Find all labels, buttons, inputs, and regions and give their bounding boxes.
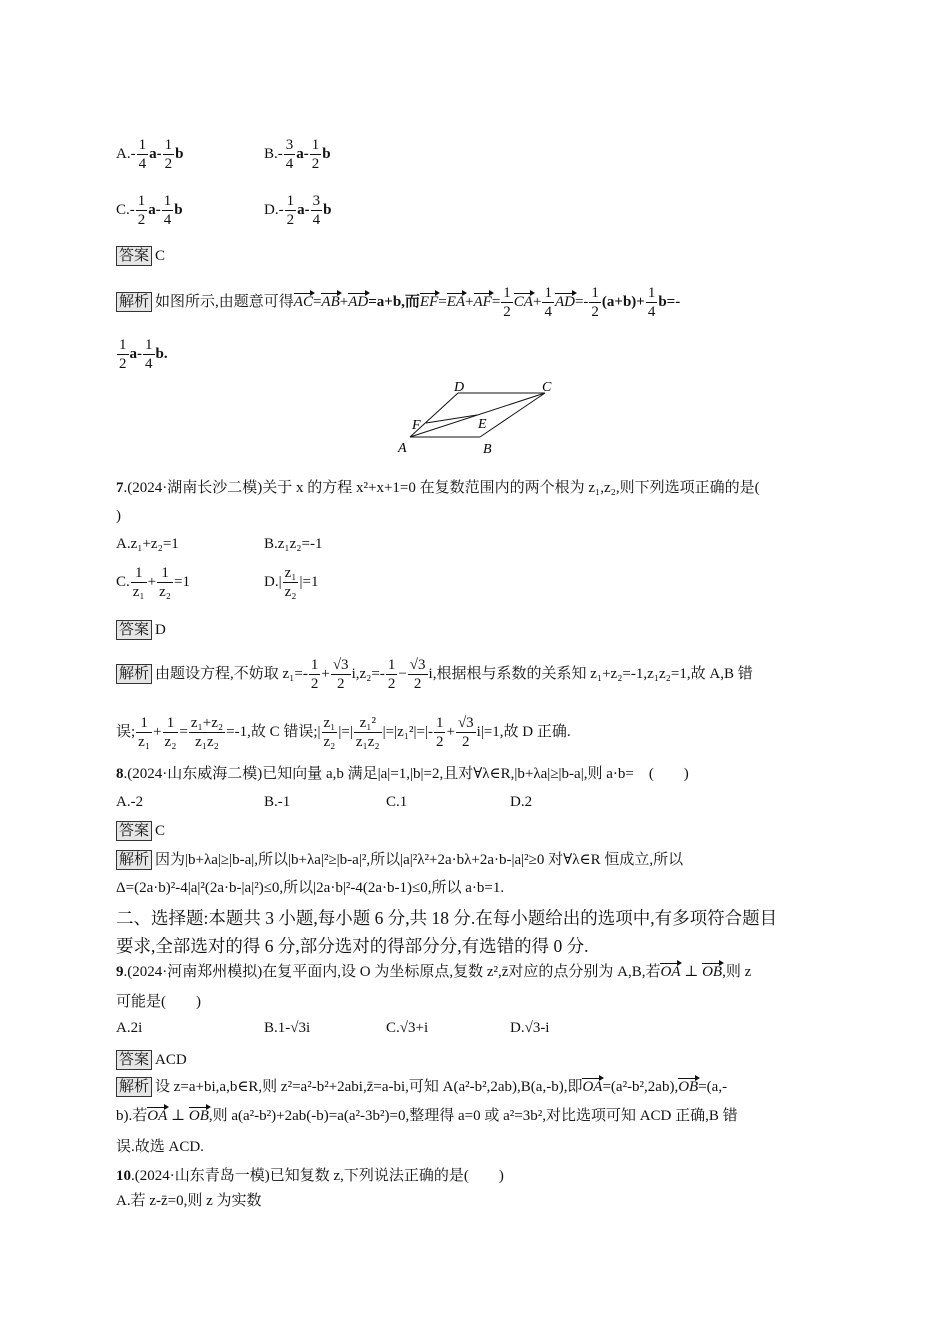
q8-option-a: A.-2 [116,794,144,810]
label-d: D [454,380,465,395]
analysis-tag: 解析 [116,664,152,684]
q6-c-prefix: C.- [116,201,135,218]
analysis-text: 如图所示,由题意可得 [155,293,294,310]
frac-den: 2 [435,734,444,750]
frac-num: 1 [435,715,444,731]
q6-c-end: b [174,201,183,218]
frac-num: 1 [163,714,179,733]
frac-num: 1 [119,337,127,353]
symbol: = [438,293,447,310]
vector-af: AF [473,293,492,310]
question-text: .(2024·山东威海二模)已知向量 a,b 满足|a|=1,|b|=2,且对∀λ∈R,|b+λa|≥|b-a|,则 a·b= ( ) [123,766,689,782]
q8-answer-line [116,821,165,841]
q6-d-mid: a- [297,201,310,218]
fraction [157,564,173,601]
analysis-text: ,则 a(a²-b²)+2ab(-b)=a(a²-3b²)=0,整理得 a=0 或 a²=3b²,对比选项可知 ACD 正确,B 错 [208,1108,738,1124]
answer-tag: 答案 [116,246,152,266]
q6-b-mid: a- [296,145,309,162]
vector-ea: EA [446,293,466,310]
fraction [283,564,299,601]
frac-den: 4 [145,356,153,372]
frac-num: 1 [591,285,599,301]
frac-num: 1 [164,137,173,153]
fraction [386,656,398,693]
fraction [646,284,658,321]
fraction [310,136,322,173]
frac-num: z₁² [354,714,382,733]
frac-num: 1 [387,657,396,673]
answer-tag: 答案 [116,821,152,841]
vector-ca: CA [513,293,533,310]
frac-num: 1 [163,193,172,209]
question-number: 9 [116,964,124,980]
vector-ac: AC [293,293,313,310]
question-text: .(2024·湖南长沙二模)关于 x 的方程 x²+x+1=0 在复数范围内的两个根为 z₁,z₂,则下列选项正确的是( [123,480,760,496]
frac-den: 4 [312,212,321,228]
symbol: ⊥ [167,1108,189,1124]
section-heading-line1: 二、选择题:本题共 3 小题,每小题 6 分,共 18 分.在每小题给出的选项中,有多项符合题目 [116,908,778,928]
q7-answer-line [116,620,166,640]
analysis-text: 设 z=a+bi,a,b∈R,则 z²=a²-b²+2abi,z̄=a-bi,可知 A(a²-b²,2ab),B(a,-b),即 [155,1079,583,1095]
frac-den: z₁ [132,584,145,600]
q7-option-a: A.z₁+z₂=1 [116,536,179,552]
option-text: |=1 [299,573,319,590]
analysis-text: b. [155,345,168,362]
frac-num: z₁ [284,565,297,581]
q6-c-mid: a- [148,201,161,218]
analysis-tag: 解析 [116,850,152,870]
symbol: ⊥ [680,964,703,980]
fraction [501,284,513,321]
fraction [136,192,148,229]
q8-answer: C [155,823,166,839]
frac-num: 3 [285,137,294,153]
analysis-text: 因为|b+λa|≥|b-a|,所以|b+λa|²≥|b-a|²,所以|a|²λ²+2a·bλ+2a·b-|a|²≥0 对∀λ∈R 恒成立,所以 [155,852,684,868]
frac-den: 4 [544,304,552,320]
analysis-text: i,根据根与系数的关系知 z₁+z₂=-1,z₁z₂=1,故 A,B 错 [428,665,753,682]
q6-b-prefix: B.- [264,145,283,162]
frac-num: z₁+z₂ [190,715,224,731]
analysis-text: b).若 [116,1108,148,1124]
symbol: + [532,293,542,310]
q8-option-c: C.1 [386,794,408,810]
analysis-text: (a+b)+ [601,293,645,310]
frac-den: 2 [336,676,345,692]
q6-d-prefix: D.- [264,201,284,218]
analysis-text: |=| [338,723,353,740]
option-prefix: D.| [264,573,282,590]
q6-a-mid: a- [149,145,162,162]
frac-den: z₁z₂ [355,734,380,750]
q10-stem [116,1166,504,1186]
frac-den: 2 [137,212,146,228]
q8-analysis-line2: Δ=(2a·b)²-4|a|²(2a·b-|a|²)≤0,所以|2a·b|²-4(2a·b-1)≤0,所以 a·b=1. [116,880,505,896]
question-text: ) [116,508,121,524]
symbol: = [312,293,322,310]
vector-ef: EF [419,293,439,310]
q9-option-c: C.√3+i [386,1020,429,1036]
frac-num: √3 [332,657,349,673]
q8-option-d: D.2 [510,794,533,810]
option-text: =1 [174,573,190,590]
frac-num: 1 [503,285,511,301]
q9-analysis-line3: 误.故选 ACD. [116,1139,204,1155]
frac-num: 1 [310,657,319,673]
frac-den: 4 [647,304,656,320]
frac-num: 1 [157,564,173,583]
frac-den: 2 [286,212,295,228]
vector-ad: AD [348,293,369,310]
analysis-text: |=|z₁²|=|- [382,723,433,740]
fraction [117,336,129,373]
analysis-tag: 解析 [116,1077,152,1097]
frac-num: 1 [136,714,152,733]
fraction [456,714,476,751]
analysis-text: =a+b,而 [368,293,420,310]
symbol: + [147,573,157,590]
analysis-text: 误; [116,723,136,740]
frac-num: 1 [311,137,320,153]
fraction [322,714,338,751]
label-f: F [412,418,421,433]
symbol: =- [574,293,589,310]
label-c: C [542,380,552,395]
q9-option-d: D.√3-i [510,1020,550,1036]
vector-ob: OB [188,1108,209,1124]
symbol: = [491,293,501,310]
q9-answer: ACD [155,1052,187,1068]
symbol: + [446,723,455,740]
frac-num: 1 [137,193,146,209]
fraction [354,714,382,751]
frac-den: z₂ [284,584,297,600]
question-number: 7 [116,480,124,496]
label-a: A [398,441,407,456]
frac-den: z₂ [323,734,336,750]
symbol: + [465,293,474,310]
analysis-tag: 解析 [116,292,152,312]
fraction [189,714,225,751]
vector-oa: OA [147,1108,168,1124]
fraction [311,192,323,229]
frac-num: √3 [457,715,474,731]
section-heading-line2: 要求,全部选对的得 6 分,部分选对的得部分分,有选错的得 0 分. [116,936,589,956]
fraction [284,136,296,173]
frac-num: 1 [145,337,153,353]
answer-tag: 答案 [116,1050,152,1070]
q7-option-b: B.z₁z₂=-1 [264,536,323,552]
q8-stem [116,764,689,784]
q6-analysis-line1 [116,284,680,321]
q6-answer: C [155,248,166,264]
question-text: .(2024·河南郑州模拟)在复平面内,设 O 为坐标原点,复数 z²,z̄对应的点分别为 A,B,若 [123,964,661,980]
vector-ob: OB [702,964,723,980]
q7-analysis-line1 [116,656,753,693]
q6-d-end: b [323,201,332,218]
q6-analysis-line2 [116,336,168,373]
frac-den: 2 [311,156,320,172]
frac-den: z₁ [138,734,151,750]
analysis-text: 由题设方程,不妨取 z₁=- [155,665,308,682]
q9-option-b: B.1-√3i [264,1020,311,1036]
q10-option-a: A.若 z-z̄=0,则 z 为实数 [116,1193,262,1209]
label-e: E [478,417,487,432]
question-number: 8 [116,766,124,782]
analysis-text: b=- [658,293,681,310]
frac-den: 2 [310,676,319,692]
question-text: .(2024·山东青岛一模)已知复数 z,下列说法正确的是( ) [131,1168,504,1184]
q9-stem-line2: 可能是( ) [116,994,201,1010]
analysis-text: a- [129,345,142,362]
q9-stem [116,962,751,982]
analysis-text: =-1,故 C 错误;| [226,723,321,740]
question-number: 10 [116,1168,131,1184]
q6-b-end: b [322,145,331,162]
q6-option-b [264,136,331,173]
fraction [136,714,152,751]
answer-tag: 答案 [116,620,152,640]
q6-option-a [116,136,183,173]
frac-num: z₁ [323,715,336,731]
vector-ab: AB [321,293,340,310]
symbol: + [339,293,349,310]
symbol: − [398,665,407,682]
frac-den: 2 [591,304,599,320]
q6-option-c [116,192,183,229]
frac-den: z₂ [164,734,177,750]
q7-analysis-line2 [116,714,571,751]
fraction [589,284,601,321]
edge-bc [480,393,545,437]
frac-num: √3 [409,657,426,673]
q7-option-c [116,564,190,601]
frac-den: 2 [413,676,422,692]
q9-option-a: A.2i [116,1020,143,1036]
fraction [131,564,147,601]
q7-stem [116,478,760,498]
frac-den: z₁z₂ [195,734,219,750]
vector-oa: OA [582,1079,603,1095]
analysis-text: =(a,- [698,1079,728,1095]
analysis-text: =(a²-b²,2ab), [602,1079,679,1095]
q8-option-b: B.-1 [264,794,291,810]
segment-ef [426,415,477,423]
fraction [542,284,554,321]
frac-den: 2 [503,304,511,320]
q9-analysis-line1 [116,1077,727,1097]
q7-stem-close [116,506,121,526]
analysis-text: i,z₂=- [351,665,385,682]
frac-den: 2 [119,356,127,372]
symbol: + [153,723,162,740]
fraction [408,656,428,693]
symbol: + [321,665,330,682]
fraction [163,136,175,173]
frac-den: z₂ [159,584,172,600]
fraction [331,656,351,693]
frac-den: 2 [387,676,396,692]
option-prefix: C. [116,573,130,590]
q8-analysis-line1 [116,850,683,870]
q6-option-d [264,192,331,229]
q6-a-end: b [175,145,184,162]
frac-num: 1 [138,137,147,153]
fraction [137,136,149,173]
question-text: ,则 z [722,964,752,980]
q7-answer: D [155,622,166,638]
frac-num: 1 [647,285,656,301]
analysis-text: i|=1,故 D 正确. [476,723,571,740]
q9-analysis-line2 [116,1106,738,1126]
frac-den: 4 [285,156,294,172]
parallelogram-figure [390,380,570,460]
label-b: B [483,442,492,457]
frac-num: 1 [131,564,147,583]
fraction [434,714,446,751]
fraction [162,192,174,229]
fraction [143,336,155,373]
q9-answer-line [116,1050,187,1070]
fraction [309,656,321,693]
frac-num: 1 [286,193,295,209]
q6-a-prefix: A.- [116,145,136,162]
fraction [163,714,179,751]
fraction [285,192,297,229]
frac-num: 3 [312,193,321,209]
vector-oa: OA [660,964,681,980]
frac-den: 4 [138,156,147,172]
symbol: = [179,723,188,740]
frac-den: 2 [462,734,470,750]
frac-den: 2 [164,156,173,172]
frac-den: 4 [163,212,172,228]
frac-num: 1 [544,285,552,301]
vector-ad: AD [554,293,575,310]
q6-answer-line [116,246,165,266]
q7-option-d [264,564,318,601]
vector-ob: OB [678,1079,699,1095]
